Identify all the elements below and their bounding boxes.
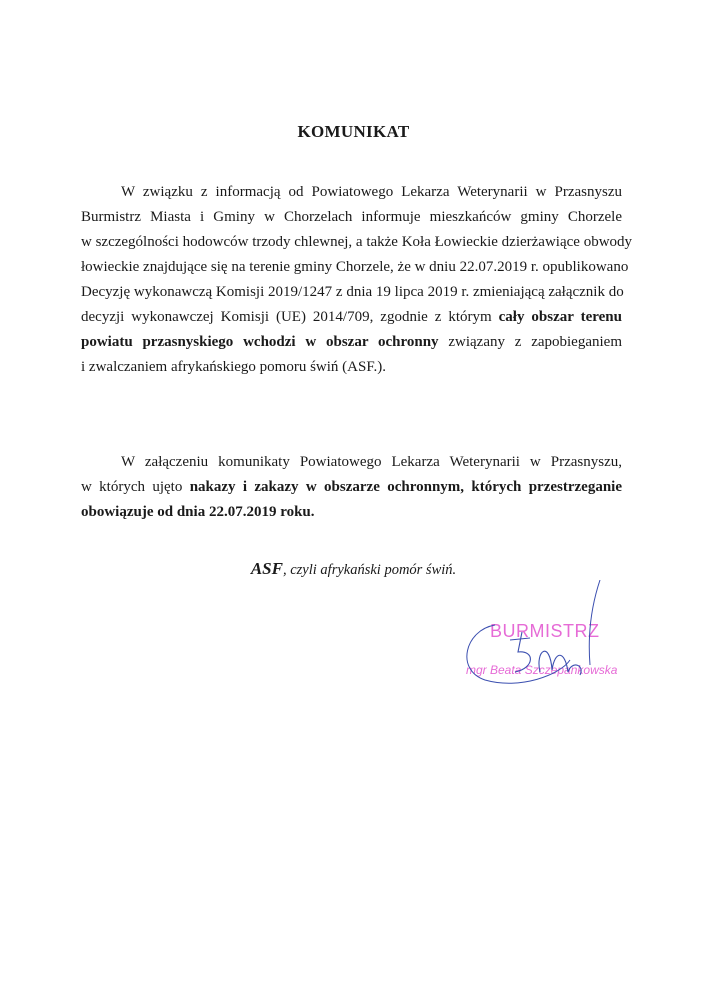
bold-text: nakazy i zakazy w obszarze ochronnym, których przestrzeganie <box>189 479 622 495</box>
text-line <box>121 453 622 471</box>
text-line <box>81 478 622 496</box>
bold-text: obowiązuje od dnia 22.07.2019 roku. <box>81 504 315 520</box>
text-segment: W związku z informacją od Powiatowego Lekarza Weterynarii w Przasnyszu <box>121 184 622 200</box>
text-segment: W załączeniu komunikaty Powiatowego Lekarza Weterynarii w Przasnyszu, <box>121 454 622 470</box>
text-segment: Burmistrz Miasta i Gminy w Chorzelach informuje mieszkańców gminy Chorzele <box>81 209 622 225</box>
stamp-name: mgr Beata Szczepankowska <box>466 663 618 677</box>
text-segment: Decyzję wykonawczą Komisji 2019/1247 z dnia 19 lipca 2019 r. zmieniającą załącznik do <box>81 284 624 300</box>
asf-note <box>0 559 707 579</box>
stamp-title: BURMISTRZ <box>490 621 600 641</box>
handwritten-signature <box>440 580 640 690</box>
text-line <box>81 333 622 351</box>
bold-text: cały obszar terenu <box>498 309 622 325</box>
document-title: KOMUNIKAT <box>297 122 410 141</box>
asf-description: , czyli afrykański pomór świń. <box>282 562 457 578</box>
text-segment: i zwalczaniem afrykańskiego pomoru świń (ASF.). <box>81 359 386 375</box>
text-line <box>81 208 622 226</box>
text-segment: związany z zapobieganiem <box>438 334 622 350</box>
text-line <box>81 283 622 301</box>
asf-abbrev: ASF <box>250 559 283 578</box>
text-segment: łowieckie znajdujące się na terenie gminy Chorzele, że w dniu 22.07.2019 r. opublikowano <box>81 259 629 275</box>
text-segment: w których ujęto <box>81 479 190 495</box>
text-line <box>81 233 633 251</box>
text-line <box>121 183 622 201</box>
text-segment: w szczególności hodowców trzody chlewnej, a także Koła Łowieckie dzierżawiące obwody <box>81 234 633 250</box>
signature-stamp <box>440 580 640 690</box>
text-line <box>81 258 629 276</box>
text-segment: decyzji wykonawczej Komisji (UE) 2014/709, zgodnie z którym <box>81 309 499 325</box>
bold-text: powiatu przasnyskiego wchodzi w obszar ochronny <box>81 334 439 350</box>
text-line <box>81 308 622 326</box>
text-line <box>81 358 622 376</box>
text-line <box>81 503 622 521</box>
